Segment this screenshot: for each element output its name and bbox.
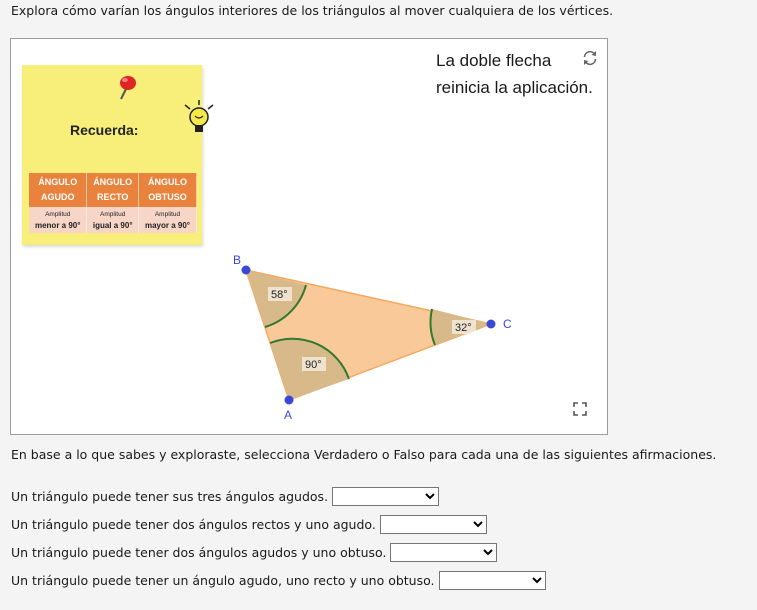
answer-select[interactable] xyxy=(380,515,487,534)
questions-prompt: En base a lo que sabes y exploraste, selecciona Verdadero o Falso para cada una de las siguientes afirmaciones. xyxy=(11,447,717,462)
angle-a-label: 90° xyxy=(305,359,322,371)
vertex-c-handle[interactable] xyxy=(487,320,496,329)
header-obtuse: ÁNGULO OBTUSO xyxy=(138,173,196,207)
cell-right: Amplitud igual a 90° xyxy=(87,207,139,233)
vertex-a-label: A xyxy=(284,408,293,422)
reset-instructions: La doble flecha reiniciа la aplicación. xyxy=(436,51,593,97)
vertex-b-label: B xyxy=(233,253,242,267)
cell-obtuse: Amplitud mayor a 90° xyxy=(138,207,196,233)
vertex-b-handle[interactable] xyxy=(242,266,251,275)
angle-b-label: 58° xyxy=(271,289,288,301)
angle-c-label: 32° xyxy=(455,322,472,334)
note-title: Recuerda: xyxy=(70,122,139,138)
question-row xyxy=(11,487,439,506)
question-text: Un triángulo puede tener dos ángulos rectos y uno agudo. xyxy=(11,517,376,532)
question-row xyxy=(11,543,497,562)
instruction-text: Explora cómo varían los ángulos interiores de los triángulos al mover cualquiera de los vértices. xyxy=(11,3,614,18)
vertex-a-handle[interactable] xyxy=(285,396,294,405)
cell-acute: Amplitud menor a 90° xyxy=(29,207,87,233)
triangle-canvas xyxy=(11,39,609,436)
answer-select[interactable] xyxy=(390,543,497,562)
answer-select[interactable] xyxy=(332,487,439,506)
question-text: Un triángulo puede tener sus tres ángulos agudos. xyxy=(11,489,329,504)
question-row xyxy=(11,571,546,590)
question-text: Un triángulo puede tener un ángulo agudo, uno recto y uno obtuso. xyxy=(11,573,435,588)
fullscreen-icon[interactable] xyxy=(573,402,587,416)
vertex-c-label: C xyxy=(503,317,512,331)
answer-select[interactable] xyxy=(439,571,546,590)
question-row xyxy=(11,515,487,534)
question-text: Un triángulo puede tener dos ángulos agudos y uno obtuso. xyxy=(11,545,387,560)
geometry-applet[interactable] xyxy=(10,38,608,435)
header-acute: ÁNGULO AGUDO xyxy=(29,173,87,207)
header-right: ÁNGULO RECTO xyxy=(87,173,139,207)
